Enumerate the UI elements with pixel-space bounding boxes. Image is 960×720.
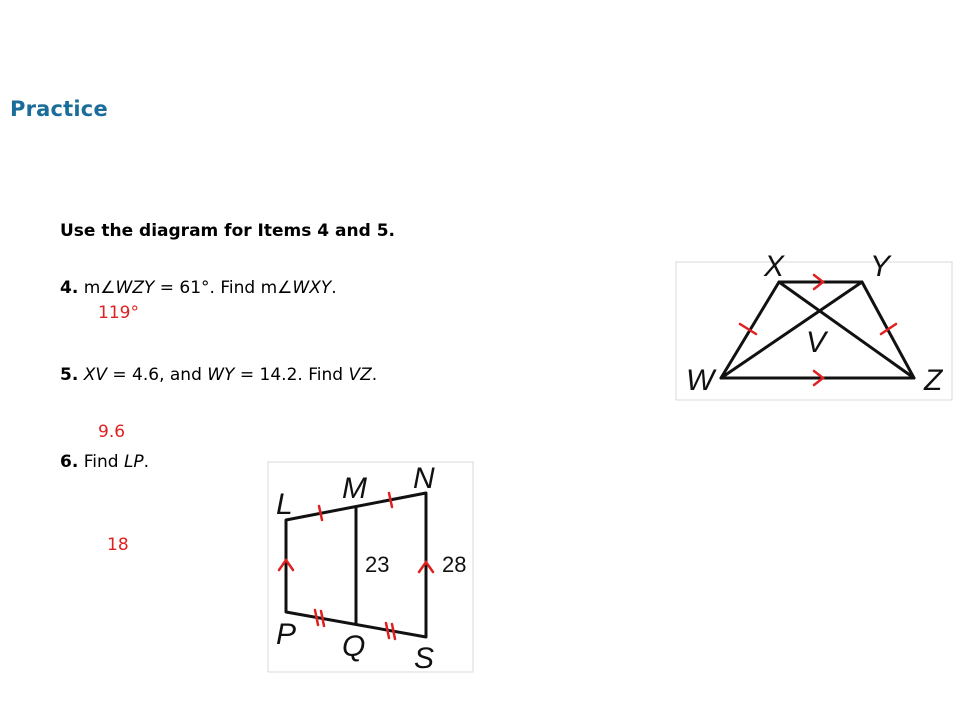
length-mq: 23 xyxy=(365,552,390,577)
item-5-text-2: = 14.2. Find xyxy=(234,365,349,385)
segment-vz: VZ xyxy=(348,365,372,385)
label-p: P xyxy=(276,618,297,651)
item-4-end: . xyxy=(331,278,337,298)
item-4-text: = 61°. Find m xyxy=(154,278,278,298)
label-y: Y xyxy=(870,250,891,283)
label-v: V xyxy=(806,326,827,359)
item-6-number: 6. xyxy=(60,452,79,472)
item-6 xyxy=(60,452,149,472)
segment-wy: WY xyxy=(207,365,235,385)
segment-xv: XV xyxy=(83,365,107,385)
item-6-text: Find xyxy=(78,452,124,472)
segment-lp: LP xyxy=(123,452,144,472)
angle-wxy: WXY xyxy=(292,278,332,298)
item-4-number: 4. xyxy=(60,278,79,298)
item-4-answer: 119° xyxy=(98,303,139,323)
item-5-number: 5. xyxy=(60,365,79,385)
label-m: M xyxy=(342,472,367,505)
angle-symbol: ∠ xyxy=(100,278,116,298)
item-6-end: . xyxy=(143,452,150,472)
item-4-m1: m xyxy=(83,278,101,298)
page-title: Practice xyxy=(10,97,108,121)
label-w: W xyxy=(686,364,715,397)
item-5-text-1: = 4.6, and xyxy=(106,365,208,385)
angle-symbol: ∠ xyxy=(277,278,293,298)
label-n: N xyxy=(413,462,435,495)
label-q: Q xyxy=(342,630,366,663)
instructions: Use the diagram for Items 4 and 5. xyxy=(60,221,395,241)
length-ns: 28 xyxy=(442,552,467,577)
trapezoid-diagram xyxy=(676,250,956,402)
item-5-answer: 9.6 xyxy=(98,422,126,442)
angle-wzy: WZY xyxy=(115,278,155,298)
item-6-answer: 18 xyxy=(107,535,129,555)
item-5 xyxy=(60,365,377,385)
label-l: L xyxy=(276,488,293,521)
item-5-end: . xyxy=(371,365,378,385)
item-4 xyxy=(60,278,337,298)
label-x: X xyxy=(764,250,785,283)
label-z: Z xyxy=(924,364,943,397)
label-s: S xyxy=(414,642,435,675)
midsegment-diagram xyxy=(268,462,478,677)
